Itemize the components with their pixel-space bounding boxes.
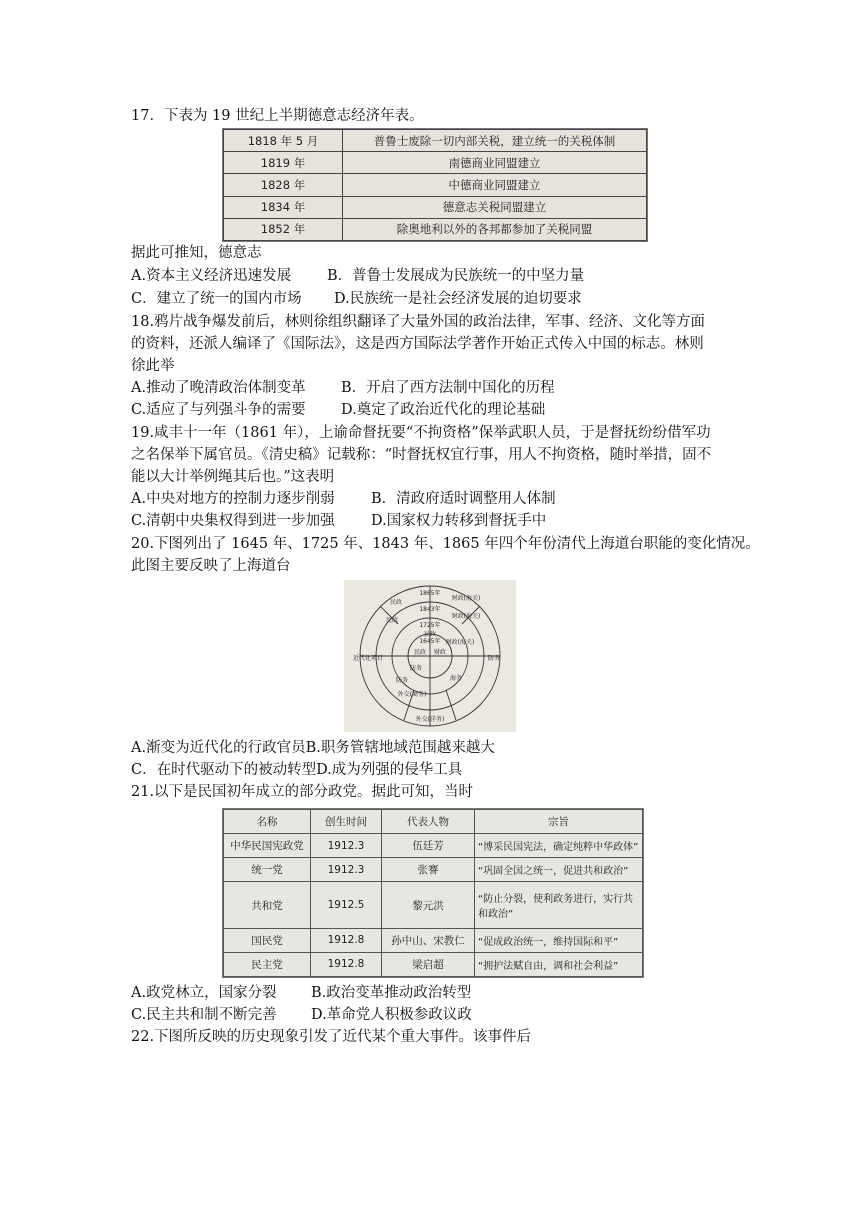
label-haiwu: 海务 — [449, 675, 463, 682]
q21-option-b: B.政治变革推动政治转型 — [311, 985, 472, 1001]
founding-date: 1912.8 — [311, 928, 382, 952]
q21-options-cd — [131, 1005, 472, 1025]
party-aim: “促成政治统一，维持国际和平” — [475, 928, 643, 952]
q17-option-b: B．普鲁士发展成为民族统一的中坚力量 — [327, 268, 585, 284]
founding-date: 1912.5 — [311, 882, 382, 929]
q19-line-2: 之名保举下属官员。《清史稿》记载称：“时督抚权宜行事，用人不拘资格，随时举措，固不 — [131, 447, 712, 463]
year-label-1865: 1865年 — [419, 590, 441, 597]
q21-table — [222, 808, 644, 978]
label-caizheng: 财政 — [433, 649, 447, 656]
table-row — [224, 928, 643, 952]
q17-option-a: A.资本主义经济迅速发展 — [131, 268, 292, 284]
representative: 伍廷芳 — [382, 834, 475, 858]
label-waijiao: 外交(商务) — [397, 691, 427, 698]
year-label-1645: 1645年 — [419, 638, 441, 645]
label-jindaihua: 近代化项目 — [352, 655, 384, 662]
table-cell-year: 1818 年 5 月 — [224, 130, 343, 152]
label-fangwu: 防务 — [395, 677, 409, 684]
label-waijiao: 外交(洋务) — [415, 716, 445, 723]
party-aim: “巩固全国之统一，促进共和政治” — [475, 858, 643, 882]
label-minzheng: 民政 — [385, 617, 399, 624]
party-name: 中华民国宪政党 — [224, 834, 311, 858]
q20-option-a: A.渐变为近代化的行政官员 — [131, 740, 306, 756]
q17-table — [222, 128, 648, 242]
label-caizheng: 财政(海关) — [451, 613, 481, 620]
q18-options-cd — [131, 400, 545, 420]
column-header: 创生时间 — [311, 810, 382, 834]
q20-option-d: D.成为列强的侵华工具 — [316, 762, 463, 778]
q19-option-a: A.中央对地方的控制力逐步削弱 — [131, 491, 335, 507]
table-cell-year: 1834 年 — [224, 196, 343, 218]
table-cell-year: 1852 年 — [224, 218, 343, 240]
q19-option-d: D.国家权力转移到督抚手中 — [371, 513, 547, 529]
founding-date: 1912.8 — [311, 952, 382, 976]
q21-options-ab — [131, 983, 471, 1003]
table-row — [224, 882, 643, 929]
label-fangwu: 防务 — [487, 655, 501, 662]
q20-concentric-diagram — [344, 580, 516, 732]
q20-option-b: B.职务管辖地域范围越来越大 — [305, 740, 495, 756]
column-header: 宗旨 — [475, 810, 643, 834]
table-row — [224, 834, 643, 858]
table-header-row — [224, 810, 643, 834]
table-cell-year: 1828 年 — [224, 174, 343, 196]
q21-option-c: C.民主共和制不断完善 — [131, 1007, 277, 1023]
table-row — [224, 952, 643, 976]
label-minzheng: 民政 — [423, 631, 437, 638]
column-header: 名称 — [224, 810, 311, 834]
table-cell-event: 南德商业同盟建立 — [343, 152, 647, 174]
table-row — [224, 174, 647, 196]
q18-line-1: 18.鸦片战争爆发前后，林则徐组织翻译了大量外国的政治法律，军事、经济、文化等方面 — [131, 314, 706, 330]
table-cell-event: 普鲁士废除一切内部关税，建立统一的关税体制 — [343, 130, 647, 152]
table-row — [224, 858, 643, 882]
label-caizheng: 财政(海关) — [445, 639, 475, 646]
q21-option-a: A.政党林立，国家分裂 — [131, 985, 277, 1001]
table-row — [224, 152, 647, 174]
q19-options-cd — [131, 511, 546, 531]
representative: 梁启超 — [382, 952, 475, 976]
q17-option-c: C．建立了统一的国内市场 — [131, 291, 302, 307]
label-minzheng: 民政 — [389, 599, 403, 606]
q18-option-a: A.推动了晚清政治体制变革 — [131, 380, 306, 396]
party-name: 民主党 — [224, 952, 311, 976]
q22-stem: 22.下图所反映的历史现象引发了近代某个重大事件。该事件后 — [131, 1029, 532, 1045]
q19-line-1: 19.咸丰十一年（1861 年），上谕命督抚要“不拘资格”保举武职人员，于是督抚纷纷借军功 — [131, 425, 711, 441]
q18-line-3: 徐此举 — [131, 358, 175, 374]
founding-date: 1912.3 — [311, 858, 382, 882]
q20-options-ab — [131, 738, 495, 758]
table-cell-year: 1819 年 — [224, 152, 343, 174]
q18-option-d: D.奠定了政治近代化的理论基础 — [341, 402, 546, 418]
column-header: 代表人物 — [382, 810, 475, 834]
table-row — [224, 218, 647, 240]
founding-date: 1912.3 — [311, 834, 382, 858]
party-aim: “博采民国宪法，确定纯粹中华政体” — [475, 834, 643, 858]
q18-option-b: B．开启了西方法制中国化的历程 — [341, 380, 555, 396]
q20-line-1: 20.下图列出了 1645 年、1725 年、1843 年、1865 年四个年份清代上海道台职能的变化情况。 — [131, 536, 760, 552]
representative: 孙中山、宋教仁 — [382, 928, 475, 952]
party-aim: “拥护法赋自由，调和社会利益” — [475, 952, 643, 976]
party-aim: “防止分裂，使利政务进行，实行共和政治” — [475, 882, 643, 929]
q20-line-2: 此图主要反映了上海道台 — [131, 558, 291, 574]
q19-option-c: C.清朝中央集权得到进一步加强 — [131, 513, 335, 529]
table-cell-event: 除奥地利以外的各邦都参加了关税同盟 — [343, 218, 647, 240]
table-row — [224, 196, 647, 218]
label-fangwu: 防务 — [409, 665, 423, 672]
q17-tail: 据此可推知，德意志 — [131, 245, 262, 261]
q21-option-d: D.革命党人积极参政议政 — [311, 1007, 472, 1023]
representative: 张謇 — [382, 858, 475, 882]
label-minzheng: 民政 — [413, 649, 427, 656]
representative: 黎元洪 — [382, 882, 475, 929]
table-cell-event: 中德商业同盟建立 — [343, 174, 647, 196]
q19-option-b: B．清政府适时调整用人体制 — [371, 491, 556, 507]
table-cell-event: 德意志关税同盟建立 — [343, 196, 647, 218]
party-name: 共和党 — [224, 882, 311, 929]
q20-options-cd — [131, 760, 462, 780]
table-row — [224, 130, 647, 152]
q18-line-2: 的资料，还派人编译了《国际法》，这是西方国际法学著作开始正式传入中国的标志。林则 — [131, 336, 704, 352]
q17-options-cd — [131, 289, 582, 309]
q18-option-c: C.适应了与列强斗争的需要 — [131, 402, 306, 418]
q17-option-d: D.民族统一是社会经济发展的迫切要求 — [334, 291, 582, 307]
q19-line-3: 能以大计举例绳其后也。”这表明 — [131, 469, 335, 485]
q19-options-ab — [131, 489, 556, 509]
q20-option-c: C．在时代驱动下的被动转型 — [131, 762, 317, 778]
q21-stem: 21.以下是民国初年成立的部分政党。据此可知，当时 — [131, 784, 474, 800]
year-label-1725: 1725年 — [419, 622, 441, 629]
party-name: 统一党 — [224, 858, 311, 882]
q18-options-ab — [131, 378, 555, 398]
year-label-1843: 1843年 — [419, 606, 441, 613]
party-name: 国民党 — [224, 928, 311, 952]
q17-stem: 17．下表为 19 世纪上半期德意志经济年表。 — [131, 108, 424, 124]
label-caizheng: 财政(海关) — [451, 595, 481, 602]
q17-options-ab — [131, 266, 584, 286]
